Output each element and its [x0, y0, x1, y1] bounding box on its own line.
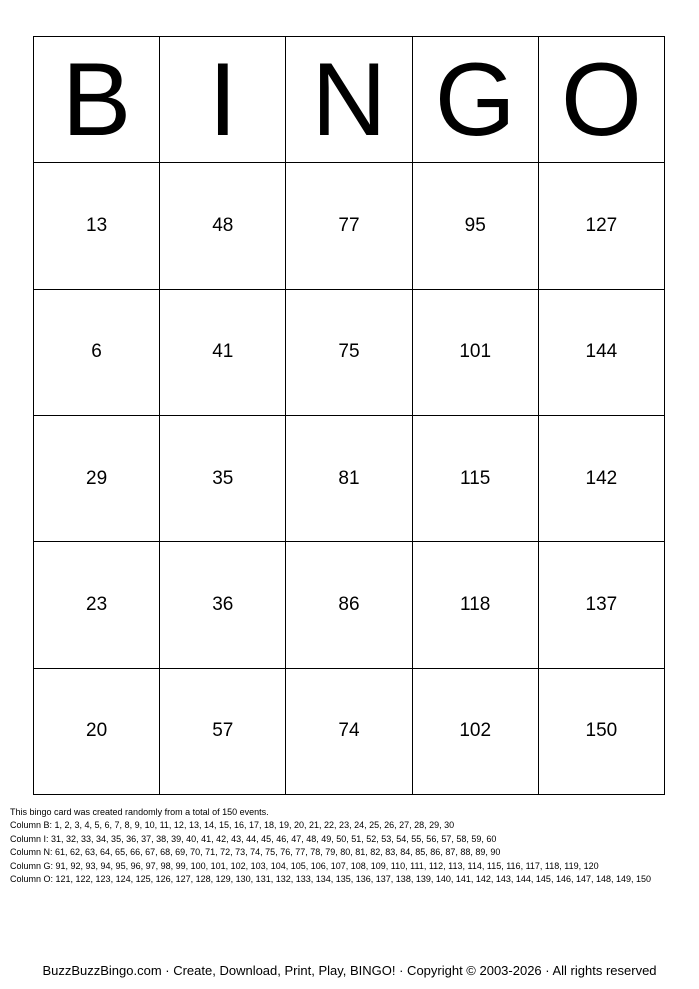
bingo-cell: 86: [286, 542, 412, 668]
footer-credit: BuzzBuzzBingo.com · Create, Download, Print, Play, BINGO! · Copyright © 2003-2026 · All rights reserved: [42, 963, 657, 978]
bingo-cell: 95: [413, 163, 539, 289]
bingo-cell: 57: [160, 669, 286, 795]
bingo-cell: 102: [413, 669, 539, 795]
bingo-cell: 137: [539, 542, 665, 668]
bingo-cell: 127: [539, 163, 665, 289]
bingo-cell: 81: [286, 416, 412, 542]
bingo-cell: 101: [413, 290, 539, 416]
info-summary: This bingo card was created randomly from a total of 150 events.: [10, 807, 269, 817]
bingo-cell: 150: [539, 669, 665, 795]
bingo-cell: 23: [34, 542, 160, 668]
header-letter-n: N: [286, 37, 412, 163]
bingo-cell: 36: [160, 542, 286, 668]
bingo-cell: 77: [286, 163, 412, 289]
header-letter-b: B: [34, 37, 160, 163]
header-letter-o: O: [539, 37, 665, 163]
bingo-cell: 35: [160, 416, 286, 542]
card-info: [10, 806, 690, 886]
bingo-cell: 13: [34, 163, 160, 289]
bingo-cell: 6: [34, 290, 160, 416]
header-letter-i: I: [160, 37, 286, 163]
bingo-cell: 75: [286, 290, 412, 416]
bingo-cell: 144: [539, 290, 665, 416]
bingo-cell: 41: [160, 290, 286, 416]
bingo-cell: 48: [160, 163, 286, 289]
column-i-range: Column I: 31, 32, 33, 34, 35, 36, 37, 38, 39, 40, 41, 42, 43, 44, 45, 46, 47, 48, 49, 50, 51, 52, 53, 54, 55, 56, 57, 58, 59, 60: [10, 833, 497, 844]
bingo-cell: 118: [413, 542, 539, 668]
column-o-range: Column O: 121, 122, 123, 124, 125, 126, 127, 128, 129, 130, 131, 132, 133, 134, 135, 136, 137, 138, 139, 140, 141, 142, 143, 144, 145, 146, 147, 148, 149, 150: [10, 874, 652, 885]
column-g-range: Column G: 91, 92, 93, 94, 95, 96, 97, 98, 99, 100, 101, 102, 103, 104, 105, 106, 107, 108, 109, 110, 111, 112, 113, 114, 115, 116, 117, 118, 119, 120: [10, 860, 599, 871]
bingo-cell: 29: [34, 416, 160, 542]
bingo-cell: 20: [34, 669, 160, 795]
bingo-card: [33, 36, 665, 795]
header-letter-g: G: [413, 37, 539, 163]
column-b-range: Column B: 1, 2, 3, 4, 5, 6, 7, 8, 9, 10, 11, 12, 13, 14, 15, 16, 17, 18, 19, 20, 21, 22, 23, 24, 25, 26, 27, 28, 29, 30: [10, 820, 455, 831]
bingo-cell: 74: [286, 669, 412, 795]
bingo-cell: 142: [539, 416, 665, 542]
bingo-cell: 115: [413, 416, 539, 542]
column-n-range: Column N: 61, 62, 63, 64, 65, 66, 67, 68, 69, 70, 71, 72, 73, 74, 75, 76, 77, 78, 79, 80, 81, 82, 83, 84, 85, 86, 87, 88, 89, 90: [10, 847, 501, 858]
